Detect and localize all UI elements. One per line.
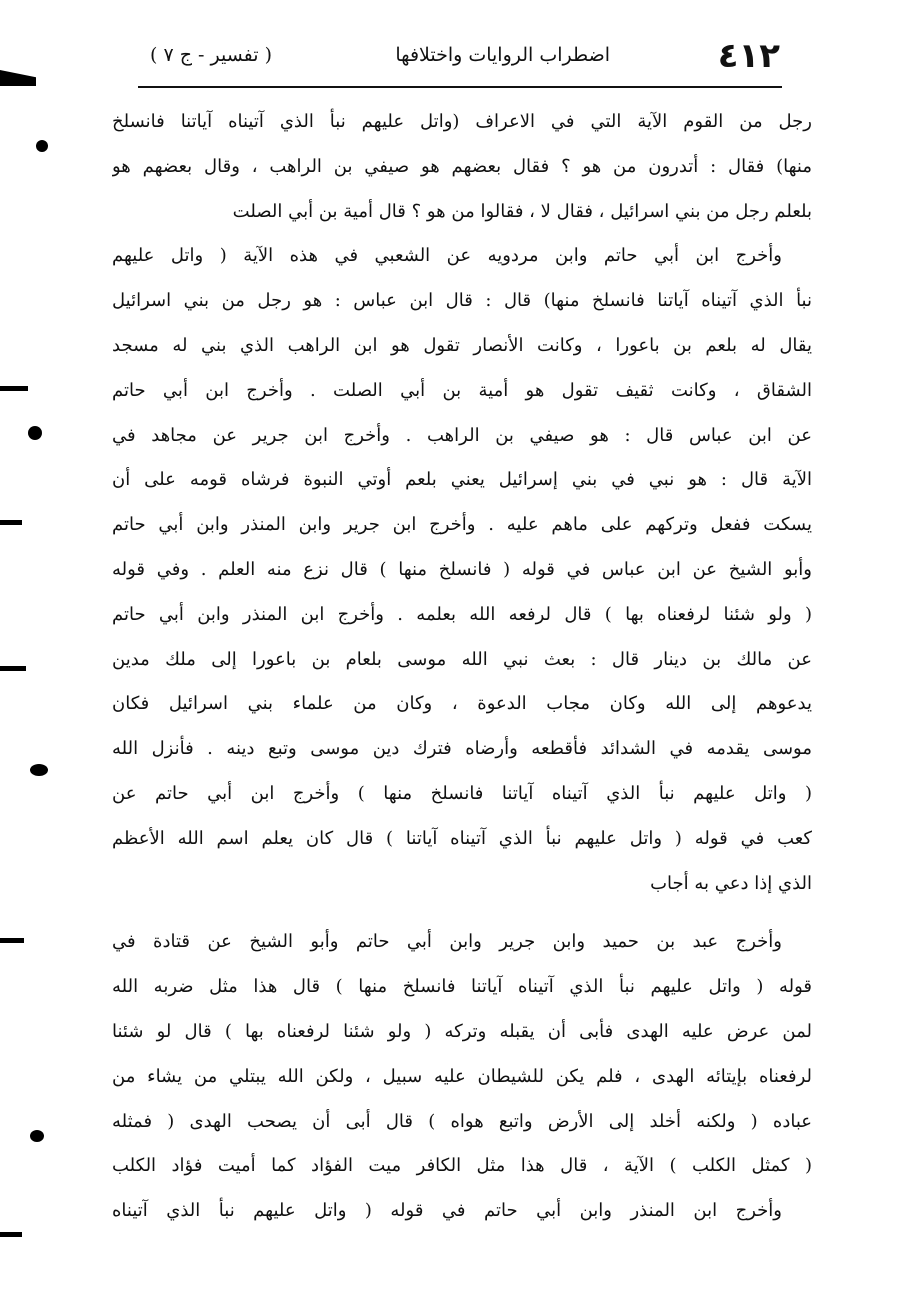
scan-mark [30, 764, 48, 776]
text-line: وأخرج عبد بن حميد وابن جرير وابن أبي حاتم وأبو الشيخ عن قتادة في [112, 931, 782, 953]
page-header [140, 34, 780, 84]
text-line: يدعوهم إلى الله وكان مجاب الدعوة ، وكان من علماء بني اسرائيل فكان [112, 693, 812, 715]
scan-mark [0, 666, 26, 671]
text-line: عباده ( ولكنه أخلد إلى الأرض واتبع هواه ) قال أبى أن يصحب الهدى ( فمثله [112, 1110, 812, 1132]
text-line: موسى يقدمه في الشدائد فأقطعه وأرضاه فترك دين موسى وتبع دينه . فأنزل الله [112, 738, 812, 760]
text-line: لمن عرض عليه الهدى فأبى أن يقبله وتركه ( ولو شئنا لرفعناه بها ) قال لو شئنا [112, 1020, 812, 1042]
text-line: عن مالك بن دينار قال : بعث نبي الله موسى بلعام بن باعورا إلى ملك مدين [112, 648, 812, 670]
scan-mark [0, 1232, 22, 1237]
text-line: منها) فقال : أتدرون من هو ؟ فقال بعضهم هو صيفي بن الراهب ، وقال بعضهم هو [112, 155, 812, 177]
running-title: اضطراب الروايات واختلافها [395, 44, 610, 66]
scan-mark [0, 70, 36, 86]
text-line: عن ابن عباس قال : هو صيفي بن الراهب . وأخرج ابن جرير عن مجاهد في [112, 424, 812, 446]
text-line: يقال له بلعم بن باعورا ، وكانت الأنصار تقول هو ابن الراهب الذي بني له مسجد [112, 334, 812, 356]
text-line: يسكت ففعل وتركهم على ماهم عليه . وأخرج ابن جرير وابن المنذر وابن أبي حاتم [112, 514, 812, 536]
text-line: ( كمثل الكلب ) الآية ، قال هذا مثل الكافر ميت الفؤاد كما أميت فؤاد الكلب [112, 1155, 812, 1177]
text-line: الآية قال : هو نبي في بني إسرائيل يعني بلعم أوتي النبوة فرشاه قومه على أن [112, 469, 812, 491]
text-line: نبأ الذي آتيناه آياتنا فانسلخ منها) قال : قال ابن عباس : هو رجل من بني اسرائيل [112, 290, 812, 312]
text-line: وأخرج ابن أبي حاتم وابن مردويه عن الشعبي في هذه الآية ( واتل عليهم [112, 245, 782, 267]
volume-label: ( تفسير - ج ٧ ) [150, 44, 272, 66]
text-line: وأبو الشيخ عن ابن عباس في قوله ( فانسلخ منها ) قال نزع منه العلم . وفي قوله [112, 558, 812, 580]
scan-mark [28, 426, 42, 440]
scan-mark [0, 938, 24, 943]
text-line: ( واتل عليهم نبأ الذي آتيناه آياتنا فانسلخ منها ) وأخرج ابن أبي حاتم عن [112, 782, 812, 804]
scan-mark [0, 386, 28, 391]
body-text [112, 100, 812, 1234]
text-line: وأخرج ابن المنذر وابن أبي حاتم في قوله ( واتل عليهم نبأ الذي آتيناه [112, 1200, 782, 1222]
text-line: رجل من القوم الآية التي في الاعراف (واتل عليهم نبأ الذي آتيناه آياتنا فانسلخ [112, 111, 812, 132]
text-line: الذي إذا دعي به أجاب [650, 872, 812, 894]
text-line: قوله ( واتل عليهم نبأ الذي آتيناه آياتنا فانسلخ منها ) قال هذا مثل ضربه الله [112, 976, 812, 998]
header-rule [138, 86, 782, 88]
scan-mark [30, 1130, 44, 1142]
text-line: كعب في قوله ( واتل عليهم نبأ الذي آتيناه آياتنا ) قال كان يعلم اسم الله الأعظم [112, 827, 812, 849]
scan-mark [36, 140, 48, 152]
text-line: لرفعناه بإيتائه الهدى ، فلم يكن للشيطان عليه سبيل ، ولكن الله يبتلي من يشاء من [112, 1065, 812, 1087]
text-line: ( ولو شئنا لرفعناه بها ) قال لرفعه الله بعلمه . وأخرج ابن المنذر وابن أبي حاتم [112, 603, 812, 625]
text-line: بلعلم رجل من بني اسرائيل ، فقال لا ، فقالوا من هو ؟ قال أمية بن أبي الصلت [232, 200, 812, 222]
text-line: الشقاق ، وكانت ثقيف تقول هو أمية بن أبي الصلت . وأخرج ابن أبي حاتم [112, 379, 812, 401]
scan-mark [0, 520, 22, 525]
page-number: ٤١٢ [717, 36, 780, 76]
